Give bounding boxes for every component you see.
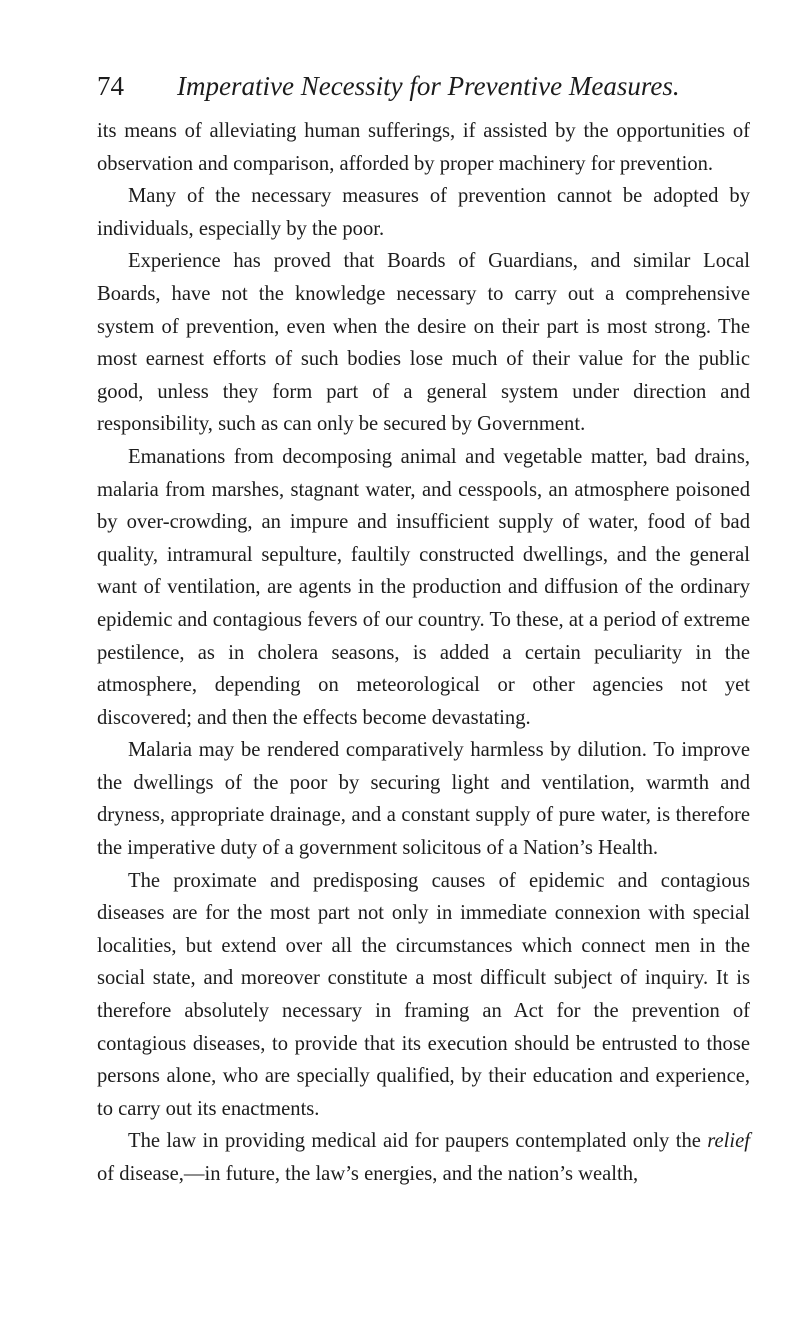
paragraph-text-after: of disease,—in future, the law’s energies, and the nation’s wealth,	[97, 1163, 639, 1185]
running-title: Imperative Necessity for Preventive Measures.	[177, 71, 680, 101]
paragraph: The proximate and predisposing causes of epidemic and contagious diseases are for the most part not only in immediate connexion with special localities, but extend over all the circumstances which connect men in the social state, and moreover constitute a most difficult subject of inquiry. It is therefore absolutely necessary in framing an Act for the prevention of contagious diseases, to provide that its execution should be entrusted to those persons alone, who are specially qualified, by their education and experience, to carry out its enactments.	[97, 869, 750, 1120]
paragraph: Malaria may be rendered comparatively harmless by dilution. To improve the dwellings of the poor by securing light and ventilation, warmth and dryness, appropriate drainage, and a constant supply of pure water, is therefore the imperative duty of a government solicitous of a Nation’s Health.	[97, 739, 750, 860]
page-number: 74	[97, 71, 124, 101]
paragraph: Emanations from decomposing animal and vegetable matter, bad drains, malaria from marshes, stagnant water, and cesspools, an atmosphere poisoned by over-crowding, an impure and insufficient supply of water, food of bad quality, intramural sepulture, faultily constructed dwellings, and the general want of ventilation, are agents in the production and diffusion of the ordinary epidemic and contagious fevers of our country. To these, at a period of extreme pestilence, as in cholera seasons, is added a certain peculiarity in the atmosphere, depending on meteorological or other agencies not yet discovered; and then the effects become devastating.	[97, 445, 750, 729]
paragraph-last	[97, 1125, 750, 1190]
emphasis-relief: relief	[707, 1130, 750, 1153]
paragraph-continued: its means of alleviating human sufferings, if assisted by the opportunities of observation and comparison, afforded by proper machinery for prevention.	[97, 120, 750, 175]
body-text	[97, 115, 750, 1191]
paragraph: Experience has proved that Boards of Guardians, and similar Local Boards, have not the knowledge necessary to carry out a comprehensive system of prevention, even when the desire on their part is most strong. The most earnest efforts of such bodies lose much of their value for the public good, unless they form part of a general system under direction and responsibility, such as can only be secured by Government.	[97, 250, 750, 436]
page-header	[97, 66, 737, 106]
paragraph: Many of the necessary measures of prevention cannot be adopted by individuals, especially by the poor.	[97, 185, 750, 240]
paragraph-text-before: The law in providing medical aid for paupers contemplated only the	[128, 1130, 708, 1153]
